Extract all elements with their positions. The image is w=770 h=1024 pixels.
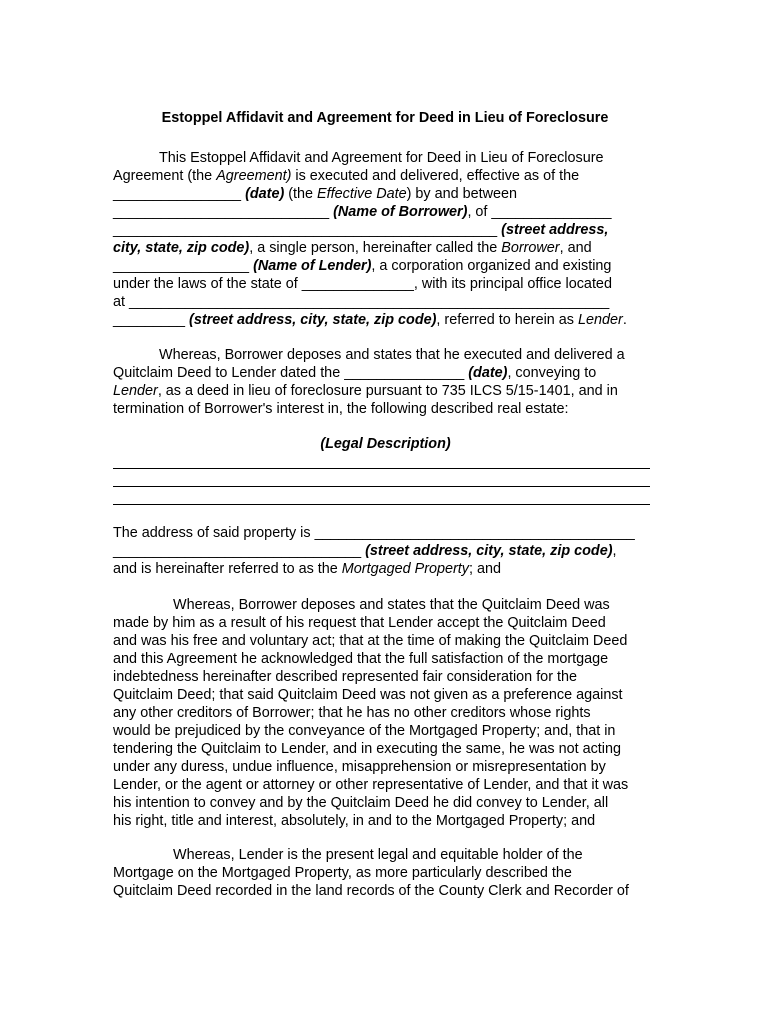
legal-description-line-2 bbox=[113, 486, 650, 487]
p4-line-5: indebtedness hereinafter described represented fair consideration for the bbox=[113, 669, 577, 685]
p2-line-3: Lender, as a deed in lieu of foreclosure pursuant to 735 ILCS 5/15-1401, and in bbox=[113, 383, 618, 399]
legal-description-line-1 bbox=[113, 468, 650, 469]
p3-line-1: The address of said property is ________________________________________ bbox=[113, 525, 635, 541]
p2-line-2: Quitclaim Deed to Lender dated the _______________ (date), conveying to bbox=[113, 365, 597, 381]
p2-line-4: termination of Borrower's interest in, the following described real estate: bbox=[113, 401, 569, 417]
p1-line-3: ________________ (date) (the Effective Date) by and between bbox=[113, 186, 518, 202]
p4-line-4: and this Agreement he acknowledged that the full satisfaction of the mortgage bbox=[113, 651, 609, 667]
p4-line-3: and was his free and voluntary act; that at the time of making the Quitclaim Deed bbox=[113, 633, 628, 649]
p5-line-3: Quitclaim Deed recorded in the land records of the County Clerk and Recorder of bbox=[113, 883, 629, 899]
p1-line-1: This Estoppel Affidavit and Agreement for Deed in Lieu of Foreclosure bbox=[159, 150, 604, 166]
p4-line-2: made by him as a result of his request that Lender accept the Quitclaim Deed bbox=[113, 615, 606, 631]
p4-line-13: his right, title and interest, absolutely, in and to the Mortgaged Property; and bbox=[113, 813, 596, 829]
p1-line-4: ___________________________ (Name of Borrower), of _______________ bbox=[113, 204, 612, 220]
p3-line-2: _______________________________ (street address, city, state, zip code), bbox=[113, 543, 617, 559]
p5-line-2: Mortgage on the Mortgaged Property, as more particularly described the bbox=[113, 865, 572, 881]
p5-line-1: Whereas, Lender is the present legal and equitable holder of the bbox=[173, 847, 583, 863]
p1-line-8: under the laws of the state of ______________, with its principal office located bbox=[113, 276, 612, 292]
p4-line-6: Quitclaim Deed; that said Quitclaim Deed was not given as a preference against bbox=[113, 687, 623, 703]
p1-line-7: _________________ (Name of Lender), a corporation organized and existing bbox=[113, 258, 612, 274]
p4-line-12: his intention to convey and by the Quitclaim Deed he did convey to Lender, all bbox=[113, 795, 609, 811]
legal-description-line-3 bbox=[113, 504, 650, 505]
p2-line-1: Whereas, Borrower deposes and states that he executed and delivered a bbox=[159, 347, 625, 363]
document-title: Estoppel Affidavit and Agreement for Deed in Lieu of Foreclosure bbox=[161, 110, 609, 126]
p1-line-2: Agreement (the Agreement) is executed and delivered, effective as of the bbox=[113, 168, 580, 184]
p1-line-6: city, state, zip code), a single person, hereinafter called the Borrower, and bbox=[113, 240, 592, 256]
p4-line-11: Lender, or the agent or attorney or other representative of Lender, and that it was bbox=[113, 777, 629, 793]
legal-description-label: (Legal Description) bbox=[320, 436, 451, 452]
p4-line-8: would be prejudiced by the conveyance of the Mortgaged Property; and, that in bbox=[113, 723, 616, 739]
p1-line-9: at ____________________________________________________________ bbox=[113, 294, 610, 310]
p4-line-1: Whereas, Borrower deposes and states that the Quitclaim Deed was bbox=[173, 597, 610, 613]
p4-line-10: under any duress, undue influence, misapprehension or misrepresentation by bbox=[113, 759, 606, 775]
p1-line-5: ________________________________________________ (street address, bbox=[113, 222, 609, 238]
p1-line-10: _________ (street address, city, state, zip code), referred to herein as Lender. bbox=[113, 312, 627, 328]
p4-line-7: any other creditors of Borrower; that he has no other creditors whose rights bbox=[113, 705, 591, 721]
p3-line-3: and is hereinafter referred to as the Mortgaged Property; and bbox=[113, 561, 501, 577]
p4-line-9: tendering the Quitclaim to Lender, and in executing the same, he was not acting bbox=[113, 741, 621, 757]
